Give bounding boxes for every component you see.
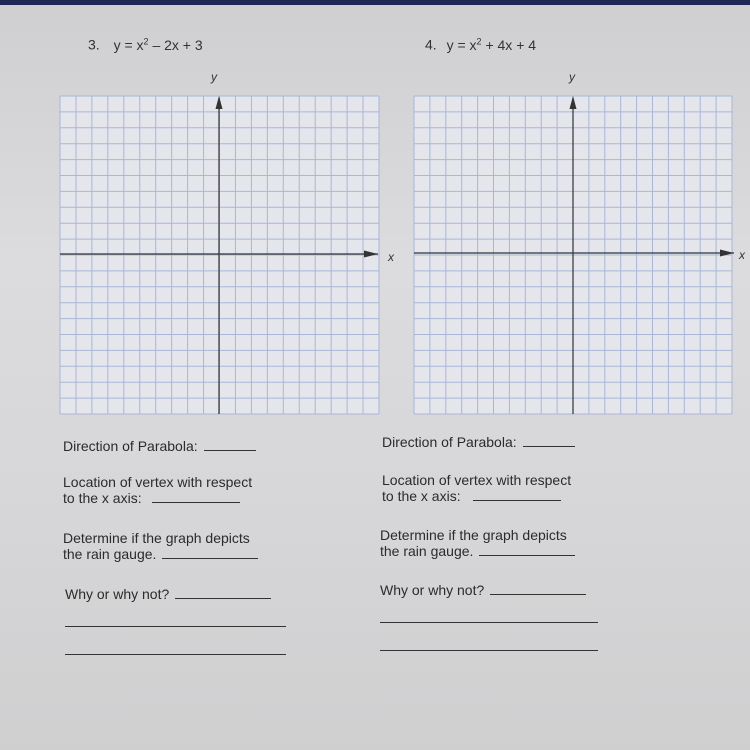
right-why-question xyxy=(380,582,586,598)
graph-4-group xyxy=(414,96,734,414)
left-rain-label-line1: Determine if the graph depicts xyxy=(63,530,250,546)
right-answer-line-2[interactable] xyxy=(380,650,598,651)
left-rain-question xyxy=(63,530,258,562)
right-why-label: Why or why not? xyxy=(380,582,485,598)
left-vertex-blank[interactable] xyxy=(152,490,240,503)
left-answer-line-1[interactable] xyxy=(65,626,286,627)
right-rain-blank[interactable] xyxy=(479,543,575,556)
left-vertex-label-line2: to the x axis: xyxy=(63,490,142,506)
left-rain-label-line2: the rain gauge. xyxy=(63,546,157,562)
problem-3-equation: $y = x^2 - 2x + 3$ xyxy=(113,36,203,53)
problem-4-equation: $y = x^2 + 4x + 4$ xyxy=(446,36,537,53)
graph-3-x-label: x xyxy=(388,250,394,264)
left-answer-line-2[interactable] xyxy=(65,654,286,655)
graph-4-x-label: x xyxy=(739,248,745,262)
graph-3-y-label: y xyxy=(211,70,217,84)
right-direction-blank[interactable] xyxy=(523,434,575,447)
right-why-blank[interactable] xyxy=(490,582,586,595)
left-direction-blank[interactable] xyxy=(204,438,256,451)
right-rain-question xyxy=(380,527,575,559)
right-direction-label: Direction of Parabola: xyxy=(382,434,517,450)
right-rain-label-line1: Determine if the graph depicts xyxy=(380,527,567,543)
right-vertex-blank[interactable] xyxy=(473,488,561,501)
graph-4-y-label: y xyxy=(569,70,575,84)
right-direction-question xyxy=(382,434,575,450)
left-rain-blank[interactable] xyxy=(162,546,258,559)
left-why-question xyxy=(65,586,271,602)
problem-4-number: 4. xyxy=(425,36,437,53)
left-direction-question xyxy=(63,438,256,454)
left-vertex-question xyxy=(63,474,252,506)
right-vertex-label-line2: to the x axis: xyxy=(382,488,461,504)
left-why-label: Why or why not? xyxy=(65,586,170,602)
problem-3-number: 3. xyxy=(88,36,100,53)
right-vertex-label-line1: Location of vertex with respect xyxy=(382,472,572,488)
left-why-blank[interactable] xyxy=(175,586,271,599)
graph-3-group xyxy=(60,96,379,414)
right-answer-line-1[interactable] xyxy=(380,622,598,623)
left-vertex-label-line1: Location of vertex with respect xyxy=(63,474,253,490)
left-direction-label: Direction of Parabola: xyxy=(63,438,198,454)
right-vertex-question xyxy=(382,472,571,504)
right-rain-label-line2: the rain gauge. xyxy=(380,543,474,559)
